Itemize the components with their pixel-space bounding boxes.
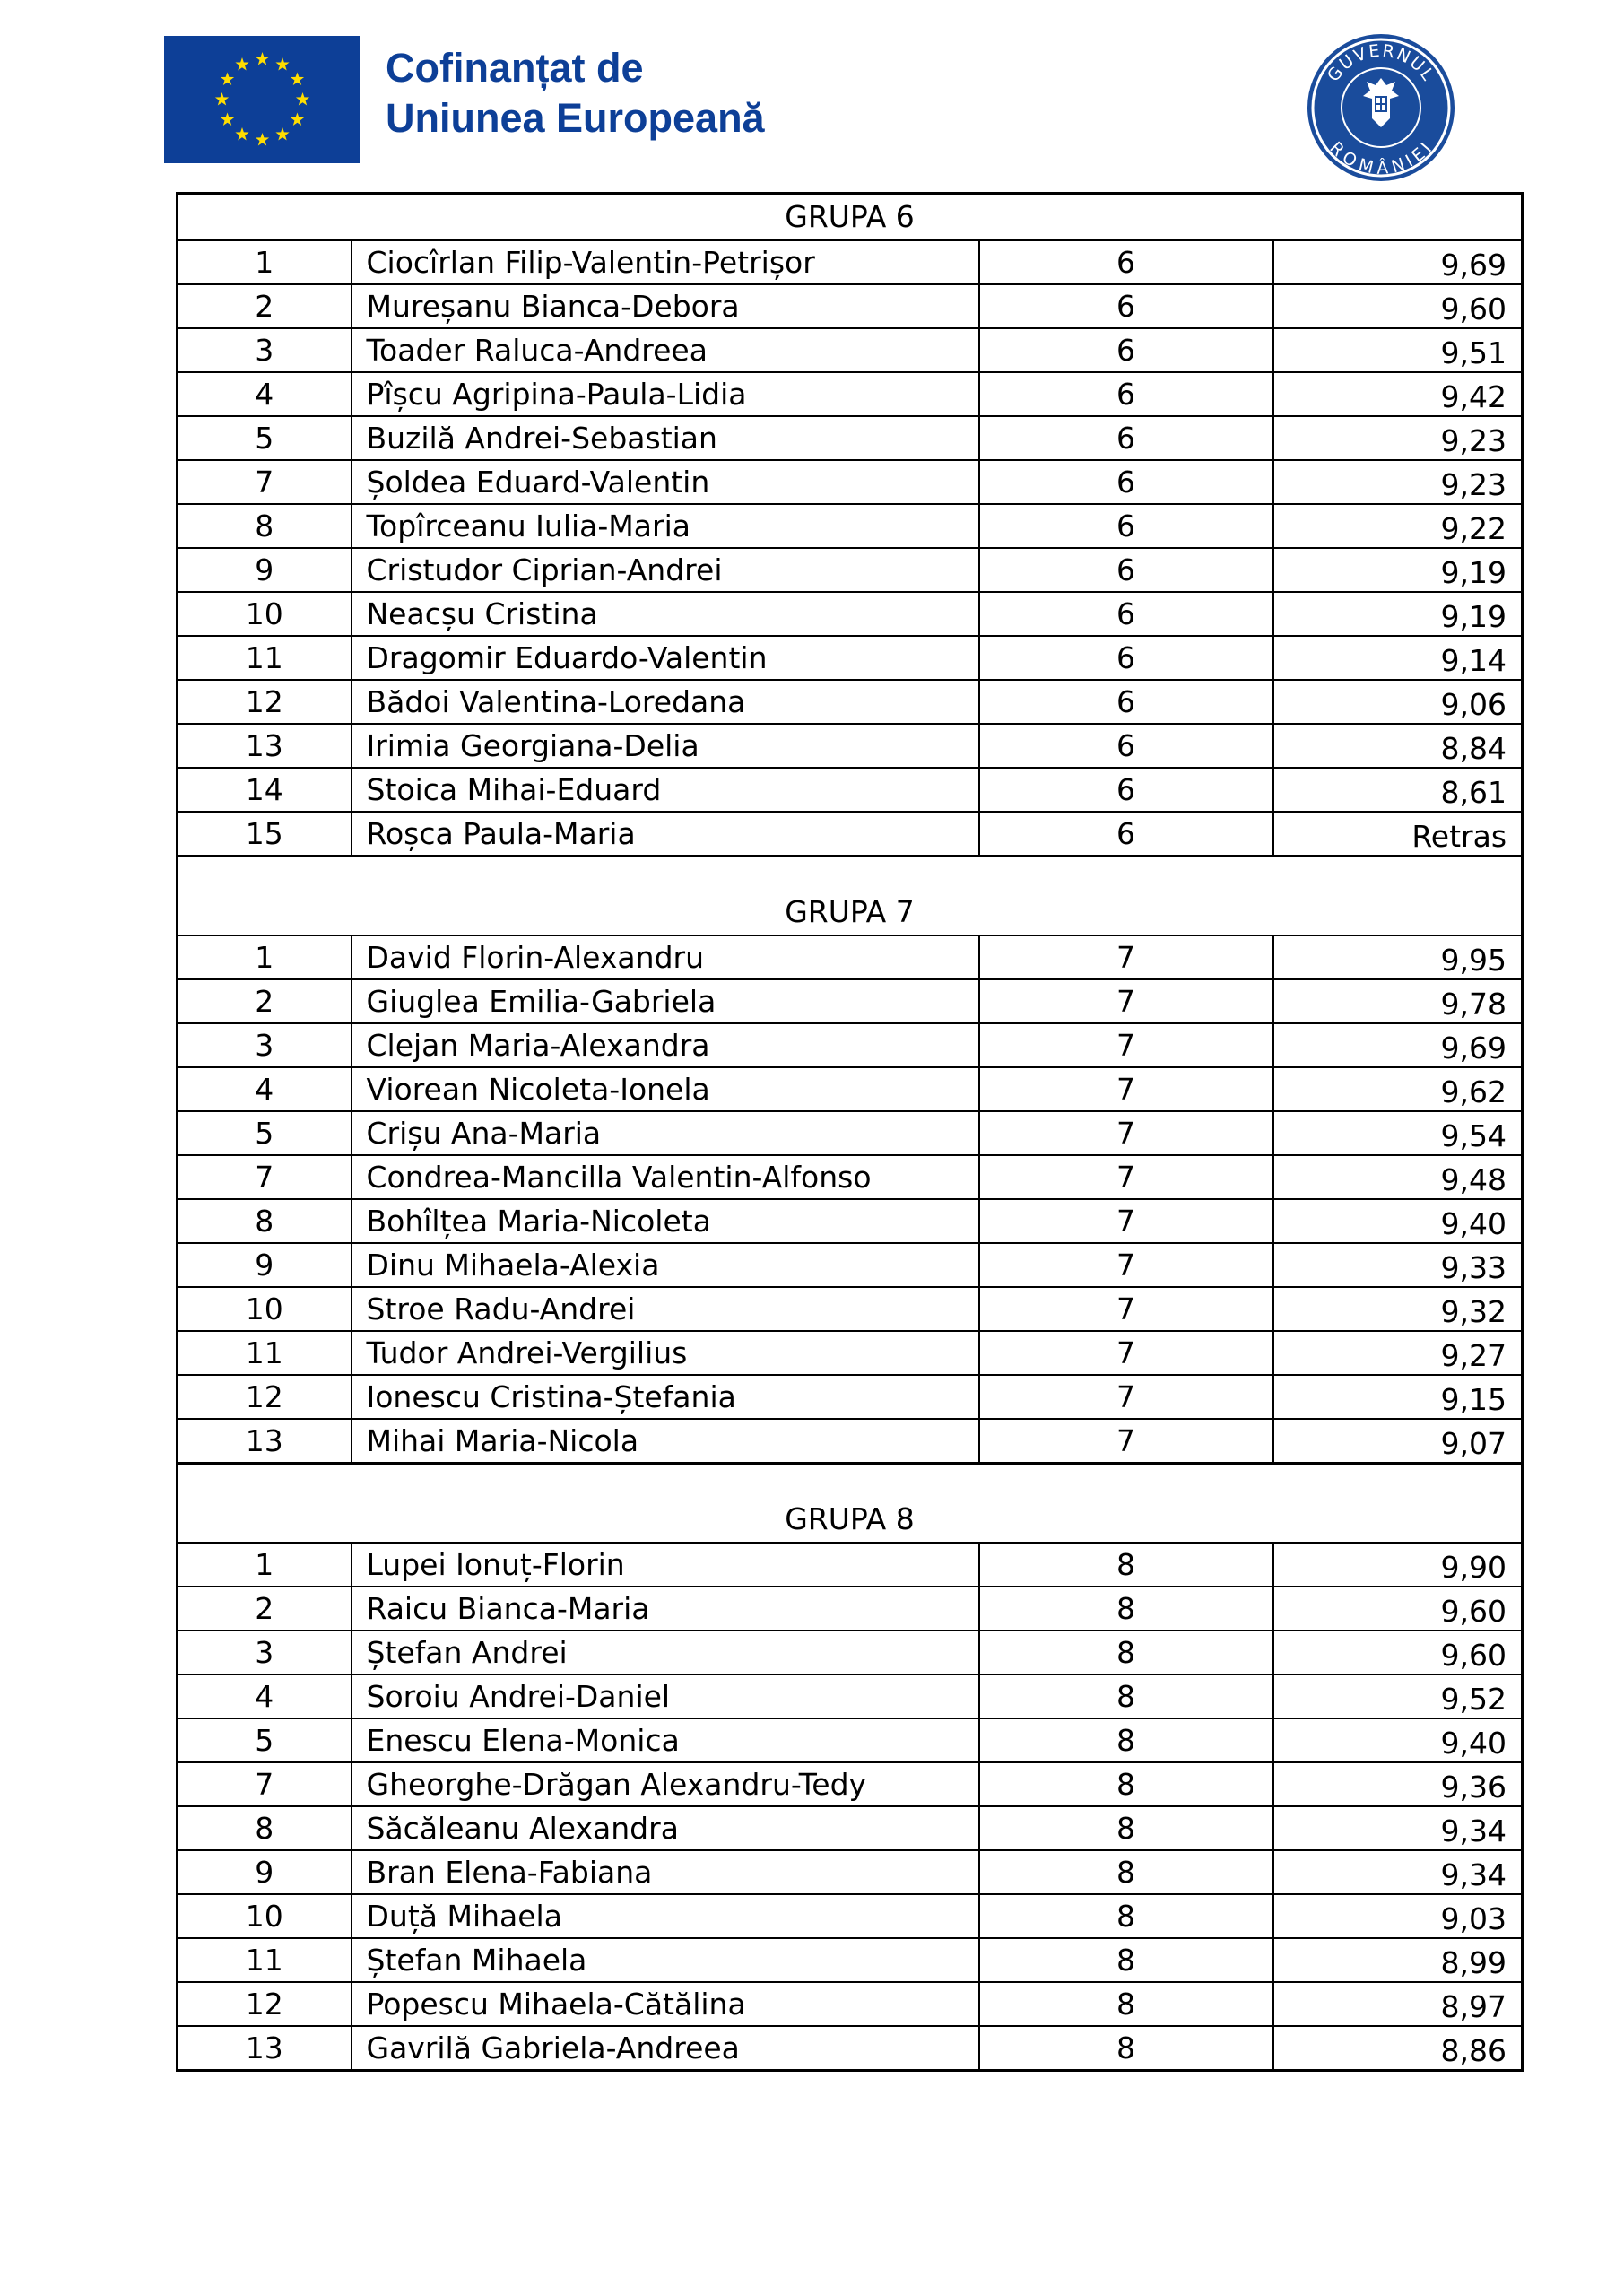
- row-number-cell: 11: [178, 1331, 352, 1375]
- row-number-cell: 8: [178, 504, 352, 548]
- row-number-cell: 4: [178, 372, 352, 416]
- table-row: [178, 504, 1523, 548]
- table-row: [178, 460, 1523, 504]
- table-row: [178, 812, 1523, 857]
- grade-cell: 9,60: [1273, 1587, 1523, 1631]
- student-name-cell: Neacșu Cristina: [352, 592, 979, 636]
- grade-cell: Retras: [1273, 812, 1523, 857]
- grade-cell: 9,15: [1273, 1375, 1523, 1419]
- grade-cell: 9,23: [1273, 460, 1523, 504]
- group-number-cell: 6: [979, 284, 1273, 328]
- student-name-cell: Tudor Andrei-Vergilius: [352, 1331, 979, 1375]
- table-row: [178, 1631, 1523, 1674]
- student-name-cell: Gavrilă Gabriela-Andreea: [352, 2026, 979, 2071]
- group-table: [176, 1465, 1524, 2072]
- student-name-cell: David Florin-Alexandru: [352, 935, 979, 979]
- row-number-cell: 2: [178, 979, 352, 1023]
- table-row: [178, 1587, 1523, 1631]
- table-row: [178, 1155, 1523, 1199]
- group-number-cell: 6: [979, 416, 1273, 460]
- grade-cell: 9,42: [1273, 372, 1523, 416]
- table-row: [178, 1067, 1523, 1111]
- grade-cell: 9,51: [1273, 328, 1523, 372]
- table-row: [178, 1982, 1523, 2026]
- student-name-cell: Buzilă Andrei-Sebastian: [352, 416, 979, 460]
- table-row: [178, 592, 1523, 636]
- group-number-cell: 6: [979, 768, 1273, 812]
- group-table: [176, 857, 1524, 1465]
- student-name-cell: Stoica Mihai-Eduard: [352, 768, 979, 812]
- group-number-cell: 6: [979, 548, 1273, 592]
- row-number-cell: 8: [178, 1806, 352, 1850]
- row-number-cell: 9: [178, 1243, 352, 1287]
- table-row: [178, 979, 1523, 1023]
- student-name-cell: Stroe Radu-Andrei: [352, 1287, 979, 1331]
- student-name-cell: Bohîlțea Maria-Nicoleta: [352, 1199, 979, 1243]
- group-number-cell: 6: [979, 636, 1273, 680]
- table-row: [178, 416, 1523, 460]
- grade-cell: 9,22: [1273, 504, 1523, 548]
- grade-cell: 8,61: [1273, 768, 1523, 812]
- grade-cell: 9,34: [1273, 1850, 1523, 1894]
- group-number-cell: 8: [979, 1631, 1273, 1674]
- student-name-cell: Cristudor Ciprian-Andrei: [352, 548, 979, 592]
- student-name-cell: Bran Elena-Fabiana: [352, 1850, 979, 1894]
- group-number-cell: 6: [979, 812, 1273, 857]
- row-number-cell: 12: [178, 680, 352, 724]
- group-number-cell: 7: [979, 1199, 1273, 1243]
- group-number-cell: 6: [979, 724, 1273, 768]
- row-number-cell: 9: [178, 548, 352, 592]
- table-row: [178, 1375, 1523, 1419]
- group-number-cell: 7: [979, 935, 1273, 979]
- eu-line-1: Cofinanțat de: [386, 45, 644, 91]
- eu-stars-icon: [164, 36, 360, 163]
- row-number-cell: 10: [178, 1287, 352, 1331]
- table-row: [178, 1243, 1523, 1287]
- table-row: [178, 1718, 1523, 1762]
- grade-cell: 9,23: [1273, 416, 1523, 460]
- student-name-cell: Pîșcu Agripina-Paula-Lidia: [352, 372, 979, 416]
- row-number-cell: 13: [178, 1419, 352, 1464]
- row-number-cell: 7: [178, 1155, 352, 1199]
- table-row: [178, 935, 1523, 979]
- group-number-cell: 7: [979, 1419, 1273, 1464]
- seal-text-bottom: ROMÂNIEI: [1325, 137, 1437, 178]
- table-row: [178, 240, 1523, 284]
- group-title: GRUPA 7: [178, 890, 1523, 935]
- grade-cell: 9,60: [1273, 284, 1523, 328]
- row-number-cell: 5: [178, 1718, 352, 1762]
- table-row: [178, 1543, 1523, 1587]
- grade-cell: 9,19: [1273, 592, 1523, 636]
- row-number-cell: 14: [178, 768, 352, 812]
- table-row: [178, 2026, 1523, 2071]
- student-name-cell: Ciocîrlan Filip-Valentin-Petrișor: [352, 240, 979, 284]
- table-row: [178, 1938, 1523, 1982]
- grade-cell: 9,90: [1273, 1543, 1523, 1587]
- group-number-cell: 7: [979, 1111, 1273, 1155]
- row-number-cell: 13: [178, 2026, 352, 2071]
- student-name-cell: Dragomir Eduardo-Valentin: [352, 636, 979, 680]
- row-number-cell: 7: [178, 1762, 352, 1806]
- student-name-cell: Raicu Bianca-Maria: [352, 1587, 979, 1631]
- group-number-cell: 7: [979, 1067, 1273, 1111]
- table-row: [178, 1111, 1523, 1155]
- seal-text-top: GUVERNUL: [1323, 40, 1439, 86]
- row-number-cell: 10: [178, 1894, 352, 1938]
- student-name-cell: Crișu Ana-Maria: [352, 1111, 979, 1155]
- table-row: [178, 1287, 1523, 1331]
- group-spacer: [178, 1465, 1523, 1497]
- group-number-cell: 6: [979, 372, 1273, 416]
- grade-cell: 8,84: [1273, 724, 1523, 768]
- student-name-cell: Lupei Ionuț-Florin: [352, 1543, 979, 1587]
- table-row: [178, 1806, 1523, 1850]
- grade-cell: 9,48: [1273, 1155, 1523, 1199]
- row-number-cell: 2: [178, 1587, 352, 1631]
- group-number-cell: 8: [979, 1674, 1273, 1718]
- student-name-cell: Ștefan Mihaela: [352, 1938, 979, 1982]
- grade-cell: 9,54: [1273, 1111, 1523, 1155]
- student-name-cell: Ștefan Andrei: [352, 1631, 979, 1674]
- row-number-cell: 3: [178, 328, 352, 372]
- table-row: [178, 636, 1523, 680]
- group-number-cell: 7: [979, 1243, 1273, 1287]
- student-name-cell: Bădoi Valentina-Loredana: [352, 680, 979, 724]
- group-number-cell: 6: [979, 680, 1273, 724]
- row-number-cell: 1: [178, 935, 352, 979]
- eu-line-2: Uniunea Europeană: [386, 95, 765, 141]
- grade-cell: 9,62: [1273, 1067, 1523, 1111]
- table-row: [178, 1674, 1523, 1718]
- grade-cell: 9,40: [1273, 1718, 1523, 1762]
- table-row: [178, 1199, 1523, 1243]
- student-name-cell: Toader Raluca-Andreea: [352, 328, 979, 372]
- student-name-cell: Clejan Maria-Alexandra: [352, 1023, 979, 1067]
- table-row: [178, 1419, 1523, 1464]
- row-number-cell: 5: [178, 1111, 352, 1155]
- table-row: [178, 680, 1523, 724]
- row-number-cell: 11: [178, 1938, 352, 1982]
- student-name-cell: Mureșanu Bianca-Debora: [352, 284, 979, 328]
- group-title: GRUPA 8: [178, 1497, 1523, 1543]
- grade-cell: 8,86: [1273, 2026, 1523, 2071]
- group-number-cell: 8: [979, 1850, 1273, 1894]
- row-number-cell: 10: [178, 592, 352, 636]
- eu-flag-logo: [164, 36, 360, 163]
- student-name-cell: Mihai Maria-Nicola: [352, 1419, 979, 1464]
- group-number-cell: 7: [979, 1331, 1273, 1375]
- group-number-cell: 6: [979, 592, 1273, 636]
- grade-cell: 9,07: [1273, 1419, 1523, 1464]
- grade-cell: 9,36: [1273, 1762, 1523, 1806]
- results-tables: [176, 192, 1521, 2072]
- group-table: [176, 192, 1524, 857]
- row-number-cell: 12: [178, 1375, 352, 1419]
- grade-cell: 9,34: [1273, 1806, 1523, 1850]
- student-name-cell: Gheorghe-Drăgan Alexandru-Tedy: [352, 1762, 979, 1806]
- group-number-cell: 8: [979, 2026, 1273, 2071]
- student-name-cell: Popescu Mihaela-Cătălina: [352, 1982, 979, 2026]
- student-name-cell: Enescu Elena-Monica: [352, 1718, 979, 1762]
- group-number-cell: 6: [979, 240, 1273, 284]
- row-number-cell: 9: [178, 1850, 352, 1894]
- group-number-cell: 8: [979, 1718, 1273, 1762]
- group-number-cell: 8: [979, 1982, 1273, 2026]
- group-number-cell: 8: [979, 1806, 1273, 1850]
- student-name-cell: Dinu Mihaela-Alexia: [352, 1243, 979, 1287]
- grade-cell: 9,03: [1273, 1894, 1523, 1938]
- row-number-cell: 3: [178, 1023, 352, 1067]
- group-number-cell: 7: [979, 1155, 1273, 1199]
- student-name-cell: Irimia Georgiana-Delia: [352, 724, 979, 768]
- student-name-cell: Roșca Paula-Maria: [352, 812, 979, 857]
- table-row: [178, 548, 1523, 592]
- grade-cell: 9,19: [1273, 548, 1523, 592]
- row-number-cell: 5: [178, 416, 352, 460]
- row-number-cell: 3: [178, 1631, 352, 1674]
- table-row: [178, 372, 1523, 416]
- student-name-cell: Soroiu Andrei-Daniel: [352, 1674, 979, 1718]
- grade-cell: 9,27: [1273, 1331, 1523, 1375]
- student-name-cell: Viorean Nicoleta-Ionela: [352, 1067, 979, 1111]
- grade-cell: 9,06: [1273, 680, 1523, 724]
- group-number-cell: 7: [979, 1287, 1273, 1331]
- romanian-government-seal: [1305, 31, 1457, 184]
- row-number-cell: 2: [178, 284, 352, 328]
- table-row: [178, 1023, 1523, 1067]
- student-name-cell: Săcăleanu Alexandra: [352, 1806, 979, 1850]
- row-number-cell: 1: [178, 1543, 352, 1587]
- grade-cell: 9,33: [1273, 1243, 1523, 1287]
- grade-cell: 9,52: [1273, 1674, 1523, 1718]
- row-number-cell: 4: [178, 1674, 352, 1718]
- group-number-cell: 8: [979, 1938, 1273, 1982]
- group-title: GRUPA 6: [178, 194, 1523, 241]
- group-number-cell: 6: [979, 460, 1273, 504]
- table-row: [178, 284, 1523, 328]
- group-number-cell: 8: [979, 1587, 1273, 1631]
- group-number-cell: 8: [979, 1894, 1273, 1938]
- student-name-cell: Condrea-Mancilla Valentin-Alfonso: [352, 1155, 979, 1199]
- student-name-cell: Duță Mihaela: [352, 1894, 979, 1938]
- row-number-cell: 4: [178, 1067, 352, 1111]
- row-number-cell: 13: [178, 724, 352, 768]
- grade-cell: 8,99: [1273, 1938, 1523, 1982]
- eu-cofinancing-label: [386, 43, 765, 144]
- student-name-cell: Giuglea Emilia-Gabriela: [352, 979, 979, 1023]
- group-number-cell: 8: [979, 1543, 1273, 1587]
- row-number-cell: 15: [178, 812, 352, 857]
- row-number-cell: 11: [178, 636, 352, 680]
- grade-cell: 9,14: [1273, 636, 1523, 680]
- table-row: [178, 1762, 1523, 1806]
- group-number-cell: 7: [979, 979, 1273, 1023]
- table-row: [178, 1850, 1523, 1894]
- table-row: [178, 1331, 1523, 1375]
- student-name-cell: Topîrceanu Iulia-Maria: [352, 504, 979, 548]
- student-name-cell: Ionescu Cristina-Ștefania: [352, 1375, 979, 1419]
- grade-cell: 9,95: [1273, 935, 1523, 979]
- table-row: [178, 328, 1523, 372]
- grade-cell: 9,78: [1273, 979, 1523, 1023]
- group-number-cell: 7: [979, 1375, 1273, 1419]
- group-number-cell: 6: [979, 504, 1273, 548]
- table-row: [178, 1894, 1523, 1938]
- group-number-cell: 8: [979, 1762, 1273, 1806]
- grade-cell: 9,69: [1273, 240, 1523, 284]
- table-row: [178, 768, 1523, 812]
- grade-cell: 8,97: [1273, 1982, 1523, 2026]
- student-name-cell: Șoldea Eduard-Valentin: [352, 460, 979, 504]
- table-row: [178, 724, 1523, 768]
- grade-cell: 9,32: [1273, 1287, 1523, 1331]
- grade-cell: 9,40: [1273, 1199, 1523, 1243]
- row-number-cell: 12: [178, 1982, 352, 2026]
- group-number-cell: 7: [979, 1023, 1273, 1067]
- seal-emblem-icon: [1305, 31, 1457, 184]
- group-spacer: [178, 857, 1523, 890]
- row-number-cell: 8: [178, 1199, 352, 1243]
- row-number-cell: 7: [178, 460, 352, 504]
- group-number-cell: 6: [979, 328, 1273, 372]
- grade-cell: 9,69: [1273, 1023, 1523, 1067]
- grade-cell: 9,60: [1273, 1631, 1523, 1674]
- row-number-cell: 1: [178, 240, 352, 284]
